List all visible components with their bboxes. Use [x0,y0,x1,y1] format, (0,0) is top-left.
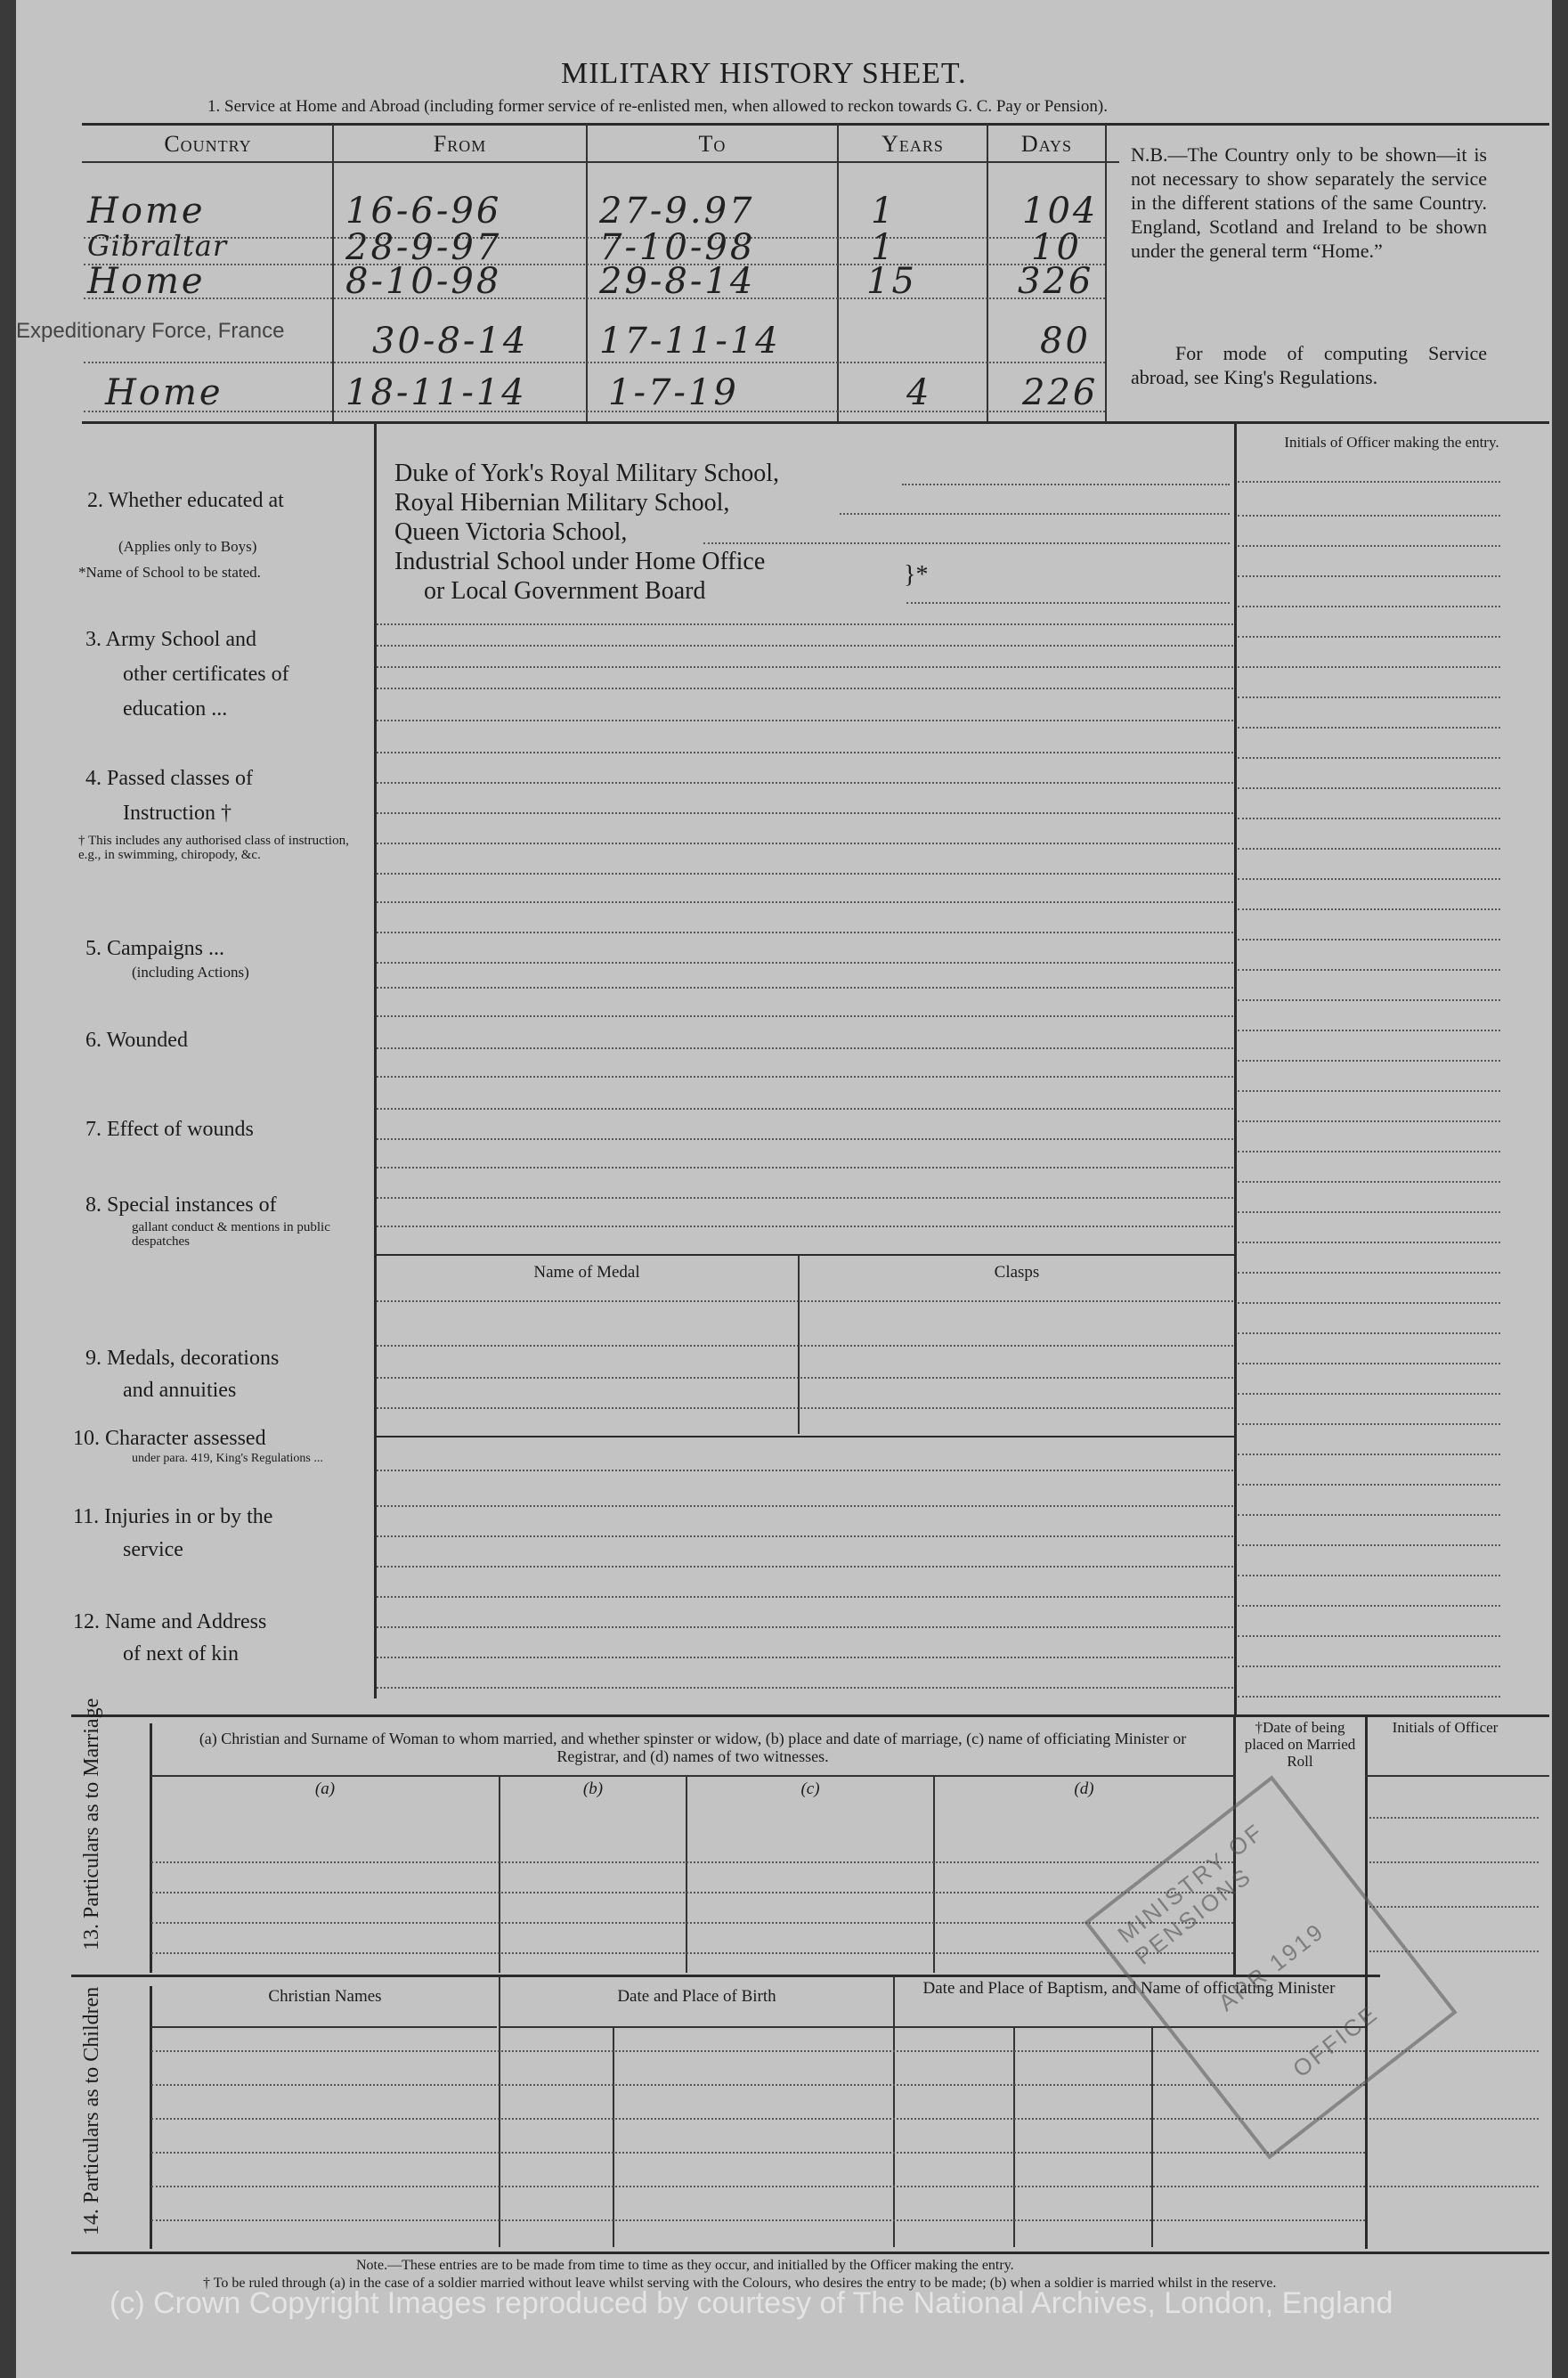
label-effect-wounds: 7. Effect of wounds [85,1118,254,1141]
stamp-line-1: MINISTRY OF PENSIONS [1112,1817,1270,1970]
table-row-days: 10 [1031,227,1082,268]
col-divider [893,1975,895,2247]
table-row-country: Home [105,372,223,413]
line [377,720,1233,721]
nb-note-2: For mode of computing Service abroad, see King's Regulations. [1131,342,1487,388]
children-head-rule [150,2026,497,2028]
line [1238,848,1500,850]
medals-top-rule [376,1254,1234,1256]
table-row-days: 226 [1022,372,1099,413]
table-row-days: 80 [1040,321,1091,362]
label-passed-classes: 4. Passed classes of [85,767,253,790]
col-divider [987,125,988,421]
col-divider [933,1777,935,1973]
line [1238,1575,1500,1576]
line [377,1470,1233,1471]
header-rule [82,161,1119,163]
line [377,1345,1233,1347]
table-row-from: 8-10-98 [345,261,502,302]
line [151,1861,1233,1863]
line [377,1015,1233,1017]
line [377,1076,1233,1078]
col-divider [1151,2028,1153,2247]
sheet-bottom-rule [71,2252,1549,2254]
line [1238,908,1500,910]
table-row-years: 4 [906,372,932,413]
table-bottom-rule [82,421,1549,424]
line [377,873,1233,875]
line [1238,481,1500,483]
school-1: Duke of York's Royal Military School, [394,460,780,487]
label-educated: 2. Whether educated at [87,489,284,512]
table-row-from: 28-9-97 [345,227,502,268]
col-divider [1105,125,1107,421]
line [151,2084,1365,2086]
table-row-to: 29-8-14 [599,261,756,302]
asterisk-mark: }* [904,561,929,589]
line [377,812,1233,814]
line [377,962,1233,964]
table-row-days: 104 [1022,191,1099,232]
initials-officer-header: Initials of Officer [1392,1719,1499,1736]
line [1238,515,1500,517]
table-row-years: 1 [871,191,897,232]
line [1238,666,1500,668]
line [377,932,1233,933]
line [1369,2118,1539,2120]
note-character: under para. 419, King's Regulations ... [132,1452,323,1465]
marriage-side-label: 13. Particulars as to Marriage [80,1698,103,1950]
line [377,752,1233,753]
line [1238,1665,1500,1667]
line [840,513,1230,515]
col-header-days: Days [1020,131,1073,157]
note-gallant: gallant conduct & mentions in public despatches [132,1220,330,1249]
line [377,1687,1233,1689]
label-character: 10. Character assessed [73,1427,266,1450]
children-col-names: Christian Names [268,1987,382,2006]
line [377,1596,1233,1598]
school-2: Royal Hibernian Military School, [394,489,730,517]
line [1238,727,1500,729]
line [1238,1302,1500,1304]
line [377,1505,1233,1507]
label-campaigns: 5. Campaigns ... [85,937,224,960]
married-roll-header: †Date of being placed on Married Roll [1244,1719,1356,1770]
line [1238,1696,1500,1698]
children-head-rule [499,2026,893,2028]
marriage-col-c: (c) [800,1779,820,1798]
table-row-days: 326 [1018,261,1094,302]
line [1238,606,1500,607]
line [1238,818,1500,819]
line [377,987,1233,989]
line [1238,999,1500,1001]
marriage-top-rule [71,1714,1549,1717]
ministry-stamp [1084,1775,1457,2159]
line [1238,1332,1500,1334]
line [1238,1423,1500,1425]
line [902,484,1230,485]
col-divider [586,125,588,421]
line [1238,1363,1500,1364]
line [377,1657,1233,1658]
col-divider [837,125,839,421]
children-col-baptism: Date and Place of Baptism, and Name of officiating Minister [922,1979,1336,1998]
line [1369,2186,1539,2187]
label-certificates: other certificates of [123,663,289,686]
col-divider [1013,2028,1015,2247]
line [377,782,1233,784]
row-rule [84,411,1105,412]
right-body-rule [1234,423,1237,1714]
line [151,2186,1365,2187]
line [377,901,1233,903]
row-rule [84,362,1105,363]
table-row-years: 15 [866,261,917,302]
line [377,1138,1233,1140]
line [703,542,1230,544]
col-divider [613,2028,614,2247]
line [1238,787,1500,789]
line [1238,1454,1500,1455]
table-row-years: 1 [871,227,897,268]
label-instruction: Instruction † [123,802,232,825]
children-col-birth: Date and Place of Birth [617,1987,776,2006]
note-applies-boys: (Applies only to Boys) [118,538,257,555]
school-5: or Local Government Board [424,577,706,605]
school-4: Industrial School under Home Office [394,548,766,575]
service-heading: 1. Service at Home and Abroad (including former service of re-enlisted men, when allowed to reckon towards G. C. Pay or Pension). [207,97,1108,116]
label-wounded: 6. Wounded [85,1029,188,1052]
line [1238,939,1500,941]
label-education: education ... [123,697,228,721]
line [1238,1242,1500,1243]
note-actions: (including Actions) [132,964,249,981]
initials-header: Initials of Officer making the entry. [1284,434,1499,451]
line [377,1167,1233,1169]
label-injuries: 11. Injuries in or by the [73,1505,273,1528]
line [1238,969,1500,971]
table-row-from: 30-8-14 [372,321,529,362]
table-row-country: Expeditionary Force, France [16,319,285,343]
label-army-school: 3. Army School and [85,628,256,651]
line [1238,1544,1500,1546]
line [377,1626,1233,1628]
clasps-col-header: Clasps [994,1263,1040,1282]
line [377,688,1233,689]
line [151,1892,1233,1893]
line [1238,1060,1500,1062]
stamp-line-2: APR 1919 [1213,1917,1330,2016]
label-medals: 9. Medals, decorations [85,1347,280,1370]
col-divider [686,1777,687,1973]
initials-head-rule [1365,1775,1549,1777]
sheet-title: MILITARY HISTORY SHEET. [561,57,967,90]
line [1238,575,1500,577]
marriage-col-b: (b) [582,1779,604,1798]
table-row-from: 18-11-14 [345,372,527,413]
line [1238,1393,1500,1395]
line [1369,1817,1539,1819]
line [1238,1120,1500,1122]
nb-note: N.B.—The Country only to be shown—it is not necessary to show separately the service in the different stations of the same Country. England, Scotland and Ireland to be shown under the general term “Home.” [1131,143,1487,262]
line [1238,757,1500,759]
line [1238,1484,1500,1486]
line [1238,1211,1500,1213]
line [906,602,1230,604]
col-header-from: From [433,131,487,157]
line [1238,1272,1500,1274]
line [377,1407,1233,1409]
label-service: service [123,1538,183,1561]
footer-dagger: † To be ruled through (a) in the case of a soldier married without leave whilst serving with the Colours, who desires the entry to be made; (b) when a soldier is married whilst in the reserve. [203,2276,1277,2291]
table-row-country: Home [87,261,206,302]
line [1238,1151,1500,1152]
line [1238,1635,1500,1637]
medals-divider [798,1256,800,1434]
medal-col-header: Name of Medal [533,1263,640,1282]
col-header-country: Country [164,131,252,157]
line [377,1108,1233,1110]
marriage-heading: (a) Christian and Surname of Woman to whom married, and whether spinster or widow, (b) place and date of marriage, (c) name of officiating Minister or Registrar, and (d) names of two witnesses. [199,1730,1187,1765]
left-body-rule [374,423,377,1698]
line [151,1952,1233,1954]
line [377,1377,1233,1379]
row-rule [84,237,1105,239]
table-top-rule [82,123,1549,126]
line [377,1047,1233,1049]
line [377,843,1233,844]
marriage-head-rule [150,1775,1233,1777]
label-kin: of next of kin [123,1642,239,1665]
table-row-country: Gibraltar [87,229,228,263]
table-row-to: 27-9.97 [599,191,755,232]
line [377,666,1233,668]
line [377,1300,1233,1302]
school-3: Queen Victoria School, [394,518,628,546]
line [377,1535,1233,1537]
footer-note: Note.—These entries are to be made from time to time as they occur, and initialled by the Officer making the entry. [356,2258,1014,2273]
line [1238,1605,1500,1607]
marriage-left-rule [150,1723,152,1973]
label-special-instances: 8. Special instances of [85,1193,277,1217]
col-divider [499,1975,500,2247]
table-row-to: 1-7-19 [608,372,739,413]
line [377,1566,1233,1568]
medals-bottom-rule [376,1436,1234,1437]
col-header-years: Years [881,131,944,157]
line [1369,1861,1539,1863]
label-annuities: and annuities [123,1379,237,1402]
table-row-country: Home [87,191,206,232]
line [151,1922,1233,1924]
stamp-line-3: OFFICE [1288,1999,1384,2083]
line [1238,1030,1500,1031]
line [1238,636,1500,638]
line [151,2219,1365,2221]
table-row-to: 7-10-98 [599,227,756,268]
col-header-to: To [698,131,727,157]
copyright-watermark: (c) Crown Copyright Images reproduced by courtesy of The National Archives, London, England [110,2286,1393,2320]
line [377,1226,1233,1227]
line [377,645,1233,647]
children-side-label: 14. Particulars as to Children [80,1986,103,2235]
note-school-name: *Name of School to be stated. [78,564,261,581]
military-history-sheet [16,0,1552,2378]
line [1238,696,1500,698]
row-rule [84,297,1105,299]
line [1238,545,1500,547]
col-divider [499,1777,500,1973]
line [377,1197,1233,1199]
marriage-col-a: (a) [314,1779,336,1798]
line [1238,1181,1500,1183]
line [1238,878,1500,880]
line [151,2050,1365,2052]
marriage-col-d: (d) [1074,1779,1094,1798]
note-instruction: † This includes any authorised class of instruction, e.g., in swimming, chiropody, &c. [78,834,349,862]
table-row-to: 17-11-14 [599,321,781,362]
line [377,623,1233,625]
table-row-from: 16-6-96 [345,191,502,232]
line [151,2152,1365,2154]
row-rule [84,264,1105,265]
label-next-of-kin: 12. Name and Address [73,1610,267,1633]
line [1369,1906,1539,1908]
line [151,2118,1365,2120]
col-divider [332,125,334,421]
line [1238,1514,1500,1516]
line [1238,1090,1500,1092]
